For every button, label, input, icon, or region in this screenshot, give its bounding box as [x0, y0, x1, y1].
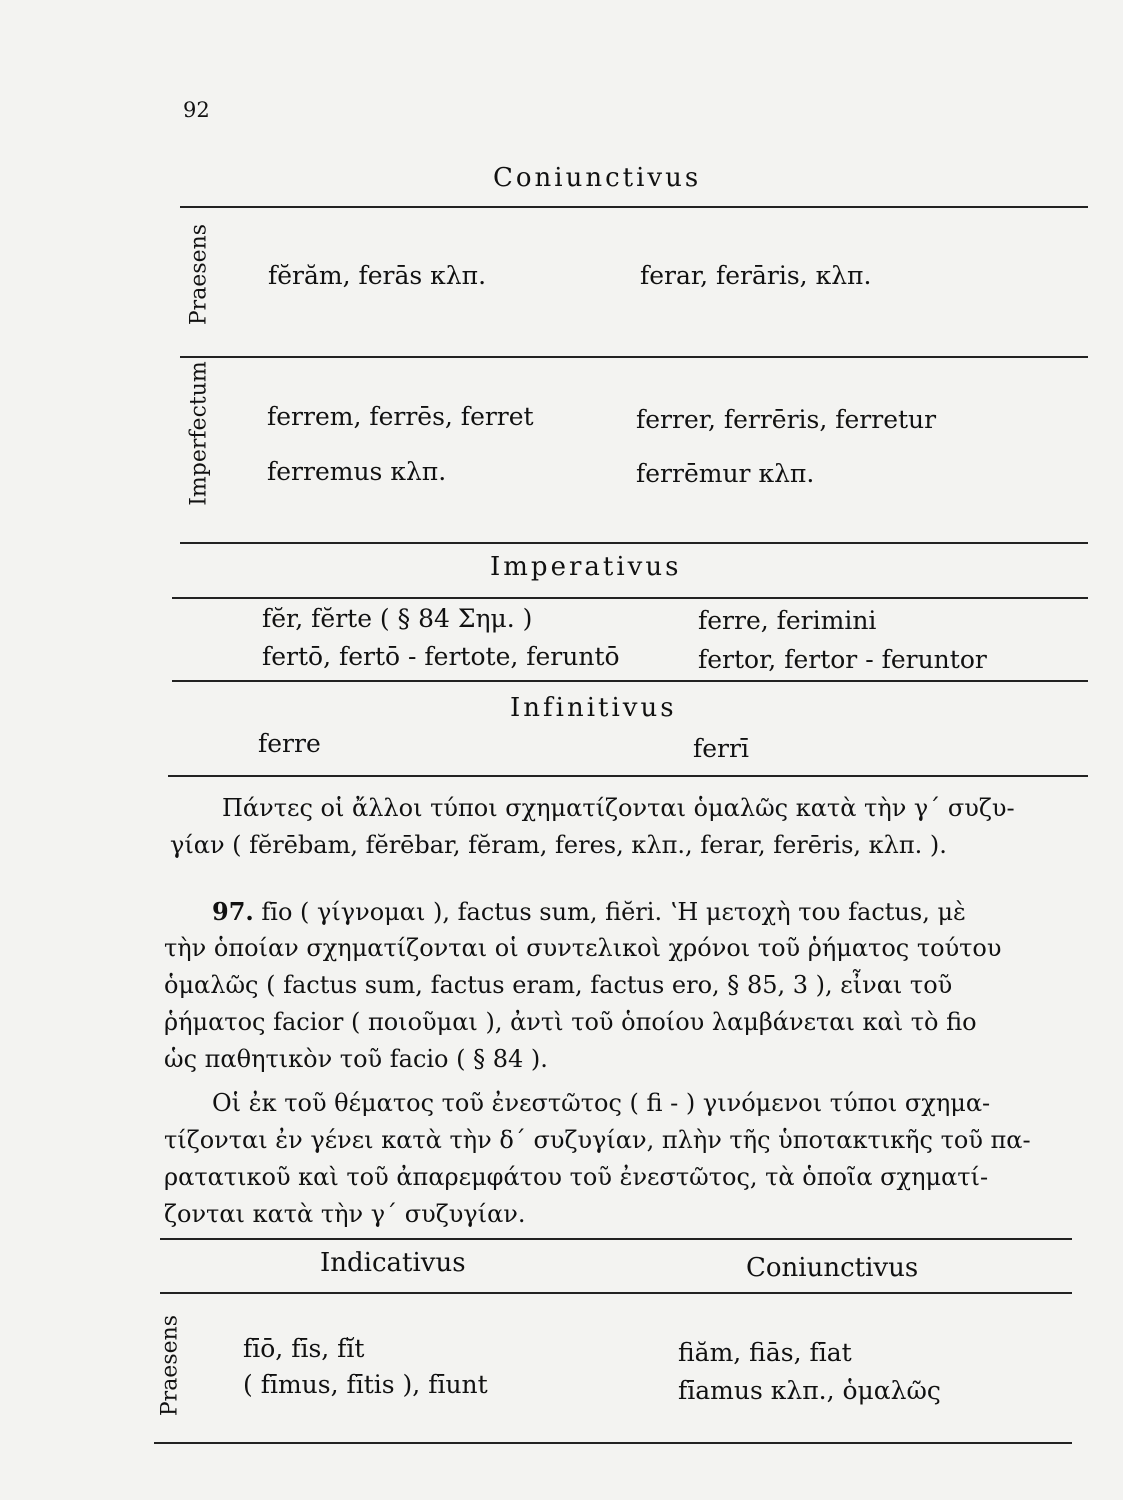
- paragraph-2-line-2: τίζονται ἐν γένει κατὰ τὴν δ΄ συζυγίαν, πλὴν τῆς ὑποτακτικῆς τοῦ πα-: [164, 1126, 1031, 1154]
- imperativus-active-1: fĕr, fĕrte ( § 84 Σημ. ): [262, 604, 533, 633]
- coniunctivus-imperfectum-active-1: ferrem, ferrēs, ferret: [267, 402, 534, 431]
- table-rule: [172, 597, 1088, 599]
- imperativus-active-2: fertō, fertō - fertote, feruntō: [262, 642, 620, 671]
- table-rule: [180, 206, 1088, 208]
- paragraph-1-line-1: Πάντες οἱ ἄλλοι τύποι σχηματίζονται ὁμαλῶς κατὰ τὴν γ΄ συζυ-: [222, 794, 1015, 822]
- table-rule: [160, 1238, 1072, 1240]
- table-rule: [180, 356, 1088, 358]
- section-97-line-3: ὁμαλῶς ( factus sum, factus eram, factus ero, § 85, 3 ), εἶναι τοῦ: [164, 971, 953, 999]
- table-rule: [180, 542, 1088, 544]
- section-97-text: fīo ( γίγνομαι ), factus sum, fiĕri. ʽΗ μετοχὴ του factus, μὲ: [253, 898, 966, 926]
- indicativus-header: Indicativus: [320, 1248, 466, 1278]
- section-97-line-2: τὴν ὁποίαν σχηματίζονται οἱ συντελικοὶ χρόνοι τοῦ ῥήματος τούτου: [164, 934, 1002, 962]
- fio-indicative-1: fīō, fīs, fĭt: [243, 1334, 365, 1363]
- imperativus-passive-2: fertor, fertor - feruntor: [698, 645, 987, 674]
- infinitivus-header: Infinitivus: [510, 693, 677, 723]
- coniunctivus-imperfectum-active-2: ferremus κλπ.: [267, 457, 447, 486]
- imperativus-header: Imperativus: [490, 552, 682, 582]
- table-rule: [168, 775, 1088, 777]
- fio-subjunctive-1: fiăm, fiās, fīat: [678, 1338, 852, 1367]
- coniunctivus-praesens-passive: ferar, ferāris, κλπ.: [640, 261, 872, 290]
- coniunctivus-header: Coniunctivus: [493, 163, 702, 193]
- section-97-line-5: ὡς παθητικὸν τοῦ facio ( § 84 ).: [164, 1045, 548, 1073]
- paragraph-2-line-4: ζονται κατὰ τὴν γ΄ συζυγίαν.: [164, 1200, 526, 1228]
- section-number: 97.: [212, 897, 254, 926]
- table-rule: [154, 1442, 1072, 1444]
- coniunctivus-imperfectum-passive-2: ferrēmur κλπ.: [636, 459, 815, 488]
- infinitivus-passive: ferrī: [693, 734, 749, 763]
- fio-indicative-2: ( fīmus, fītis ), fīunt: [243, 1370, 488, 1399]
- fio-subjunctive-2: fīamus κλπ., ὁμαλῶς: [678, 1376, 941, 1405]
- coniunctivus-col-header: Coniunctivus: [746, 1253, 919, 1283]
- imperfectum-row-label: Imperfectum: [186, 361, 212, 506]
- table-rule: [172, 680, 1088, 682]
- praesens-row-label: Praesens: [186, 223, 212, 326]
- page-number: 92: [183, 98, 210, 122]
- infinitivus-active: ferre: [258, 729, 321, 758]
- section-97-line-1: [212, 893, 966, 931]
- coniunctivus-praesens-active: fĕrăm, ferās κλπ.: [268, 261, 487, 290]
- imperativus-passive-1: ferre, ferimini: [698, 606, 877, 635]
- table-rule: [160, 1292, 1072, 1294]
- section-97-line-4: ῥήματος facior ( ποιοῦμαι ), ἀντὶ τοῦ ὁποίου λαμβάνεται καὶ τὸ fio: [164, 1008, 977, 1036]
- paragraph-1-line-2: γίαν ( fĕrēbam, fĕrēbar, fĕram, feres, κλπ., ferar, ferēris, κλπ. ).: [170, 831, 947, 859]
- fio-praesens-row-label: Praesens: [157, 1314, 183, 1417]
- paragraph-2-line-1: Οἱ ἐκ τοῦ θέματος τοῦ ἐνεστῶτος ( fi - ) γινόμενοι τύποι σχημα-: [212, 1089, 991, 1117]
- paragraph-2-line-3: ρατατικοῦ καὶ τοῦ ἀπαρεμφάτου τοῦ ἐνεστῶτος, τὰ ὁποῖα σχηματί-: [164, 1163, 989, 1191]
- coniunctivus-imperfectum-passive-1: ferrer, ferrēris, ferretur: [636, 405, 937, 434]
